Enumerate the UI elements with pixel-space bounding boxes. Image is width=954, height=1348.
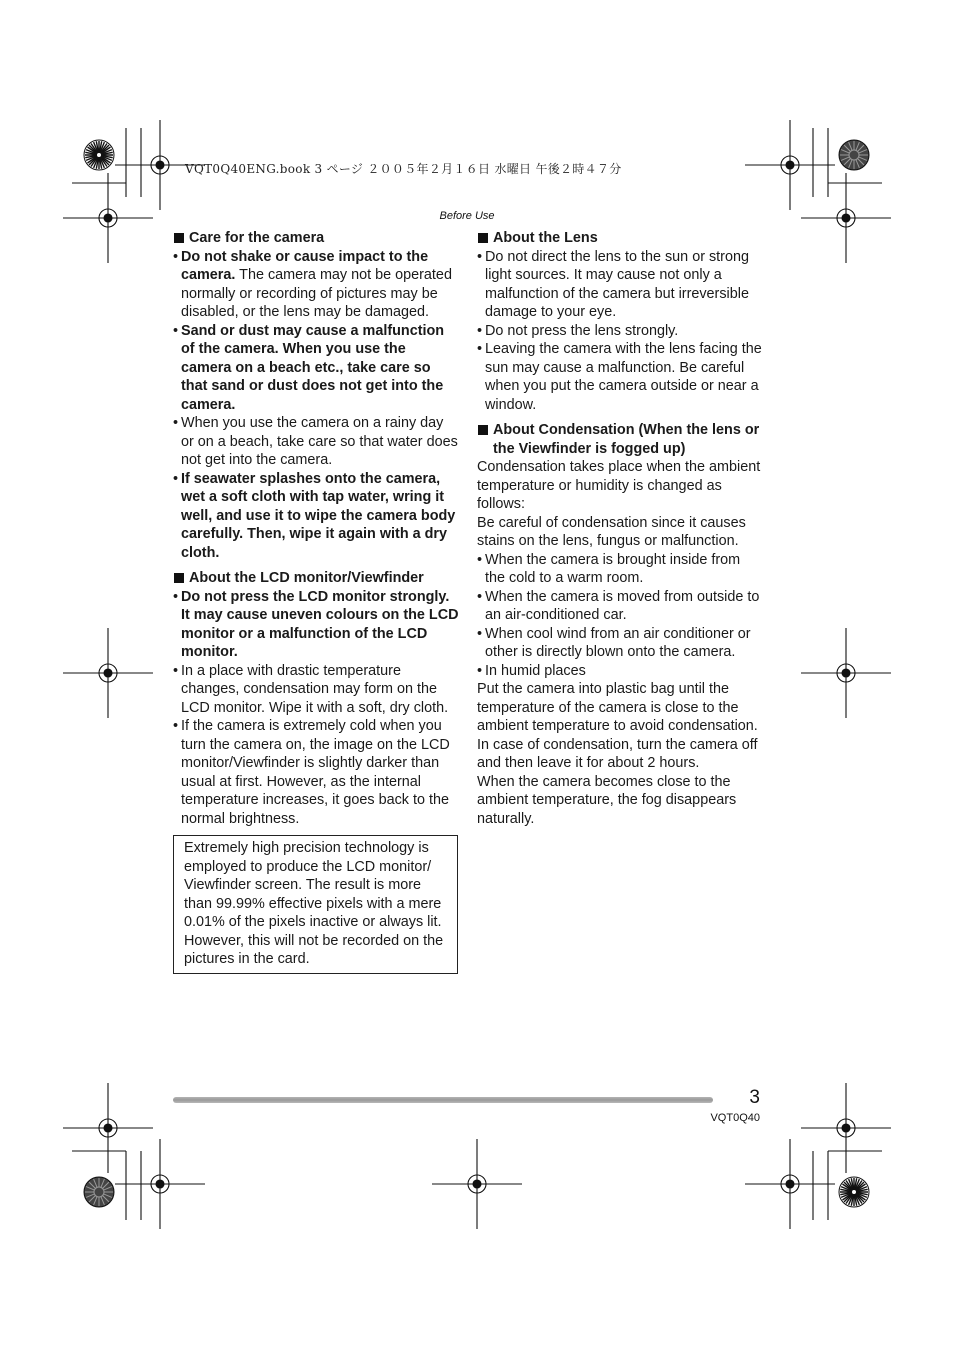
list-item: • Sand or dust may cause a malfunction of the camera. When you use the camera on a beach etc., take care so that sand or dust does not get into the camera.	[173, 322, 459, 415]
condensation-result: When the camera becomes close to the ambient temperature, the fog disappears naturally.	[477, 773, 737, 827]
care-heading: Care for the camera	[173, 229, 459, 248]
list-item: • In a place with drastic temperature changes, condensation may form on the LCD monitor. Wipe it with a soft, dry cloth.	[173, 662, 459, 718]
model-code: VQT0Q40	[710, 1112, 760, 1124]
condensation-section	[477, 421, 762, 828]
condensation-remedy: Put the camera into plastic bag until the temperature of the camera is close to the ambient temperature to avoid condensation. In case of condensation, turn the camera off and then leave it for about 2 hours.	[477, 681, 758, 771]
right-column	[477, 229, 762, 835]
condensation-caution: Be careful of condensation since it causes stains on the lens, fungus or malfunction.	[477, 514, 746, 549]
page-number: 3	[749, 1087, 760, 1108]
lcd-heading: About the LCD monitor/Viewfinder	[173, 569, 459, 588]
list-item: • When the camera is moved from outside to an air-conditioned car.	[477, 588, 762, 625]
condensation-heading: About Condensation (When the lens or the Viewfinder is fogged up)	[477, 421, 762, 458]
lcd-notice-box: Extremely high precision technology is employed to produce the LCD monitor/ Viewfinder screen. The result is more than 99.99% effective pixels with a mere 0.01% of the pixels inactive or always lit. However, this will not be recorded on the pictures in the card.	[173, 835, 458, 974]
list-item: • When cool wind from an air conditioner or other is directly blown onto the camera.	[477, 625, 762, 662]
lens-list	[477, 248, 762, 415]
section-label: Before Use	[439, 210, 495, 222]
list-item: • When you use the camera on a rainy day or on a beach, take care so that water does not get into the camera.	[173, 414, 459, 470]
list-item: • In humid places	[477, 662, 762, 681]
condensation-list	[477, 551, 762, 681]
care-section	[173, 229, 459, 562]
list-item: • Do not press the lens strongly.	[477, 322, 762, 341]
lens-section	[477, 229, 762, 414]
footer-bar	[173, 1097, 713, 1103]
list-item: • If seawater splashes onto the camera, wet a soft cloth with tap water, wring it well, and use it to wipe the camera body carefully. Then, wipe it again with a dry cloth.	[173, 470, 459, 563]
condensation-intro: Condensation takes place when the ambient temperature or humidity is changed as follows:	[477, 459, 761, 512]
lcd-section	[173, 569, 459, 828]
lcd-list	[173, 588, 459, 829]
lens-heading: About the Lens	[477, 229, 762, 248]
list-item: • Do not direct the lens to the sun or strong light sources. It may cause not only a malfunction of the camera but irreversible damage to your eye.	[477, 248, 762, 322]
list-item: • Do not shake or cause impact to the camera. The camera may not be operated normally or recording of pictures may be disabled, or the lens may be damaged.	[173, 248, 459, 322]
book-file-header: VQT0Q40ENG.book 3 ページ ２００５年２月１６日 水曜日 午後２時４７分	[185, 162, 622, 176]
list-item: • Do not press the LCD monitor strongly. It may cause uneven colours on the LCD monitor or a malfunction of the LCD monitor.	[173, 588, 459, 662]
list-item: • If the camera is extremely cold when you turn the camera on, the image on the LCD monitor/Viewfinder is slightly darker than usual at first. However, as the internal temperature increases, it goes back to the normal brightness.	[173, 717, 459, 828]
list-item: • Leaving the camera with the lens facing the sun may cause a malfunction. Be careful when you put the camera outside or near a window.	[477, 340, 762, 414]
list-item: • When the camera is brought inside from the cold to a warm room.	[477, 551, 762, 588]
left-column	[173, 229, 459, 974]
care-list	[173, 248, 459, 563]
